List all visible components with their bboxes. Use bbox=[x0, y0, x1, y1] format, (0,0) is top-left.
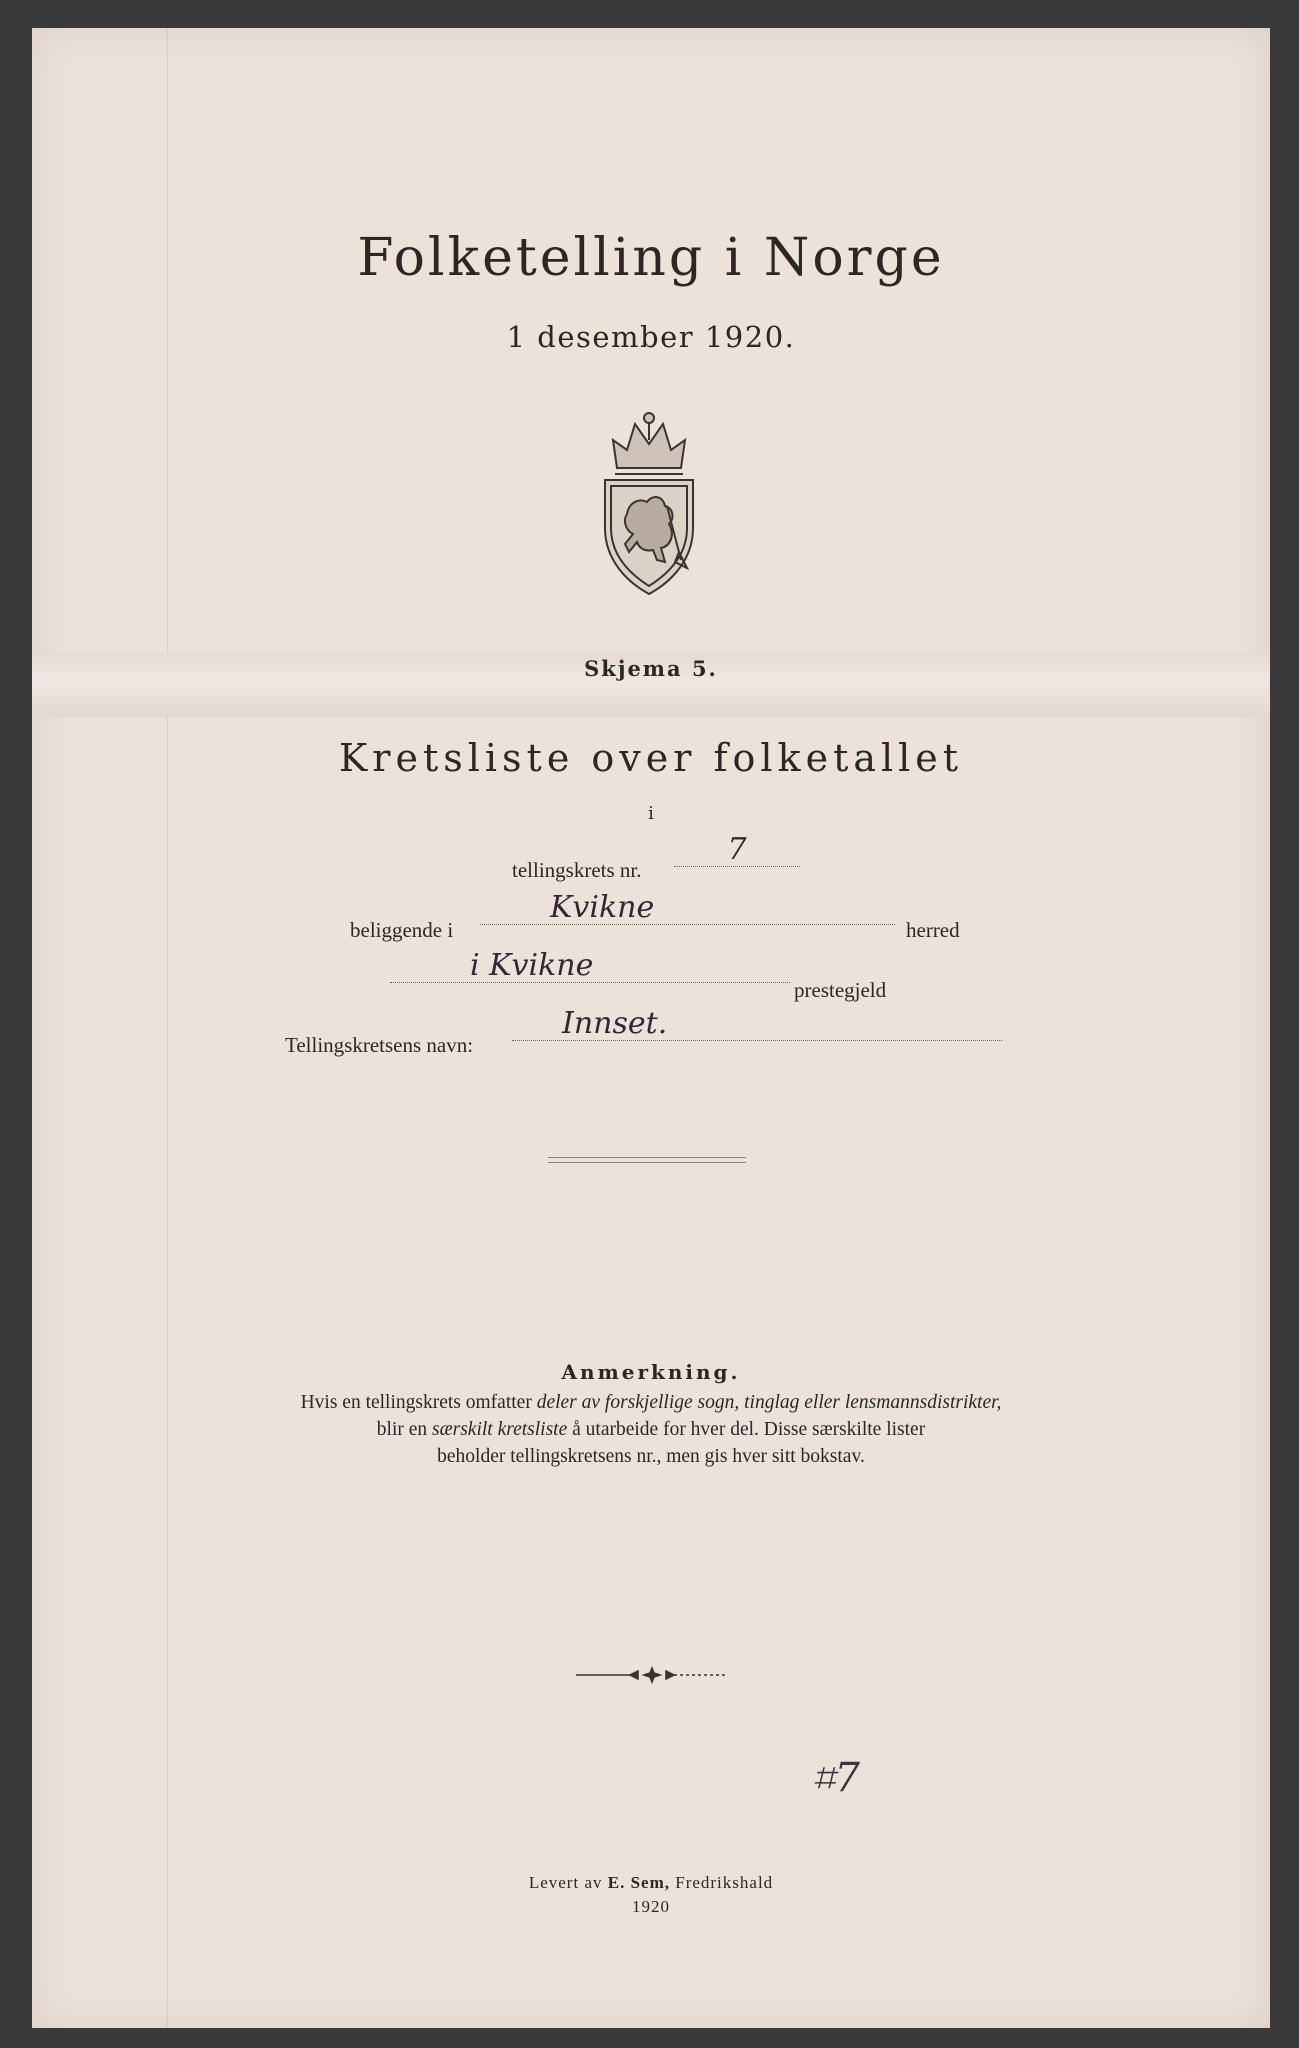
note-line-3: beholder tellingskretsens nr., men gis hver sitt bokstav. bbox=[437, 1446, 865, 1467]
tellingskrets-label: tellingskrets nr. bbox=[512, 858, 642, 882]
form-heading: Kretsliste over folketallet bbox=[338, 736, 964, 780]
norwegian-coat-of-arms-icon bbox=[595, 410, 703, 600]
handwritten-mark: ⌗7 bbox=[812, 1755, 860, 1801]
note-line-2: blir en særskilt kretsliste å utarbeide for hver del. Disse særskilte lister bbox=[376, 1419, 926, 1440]
schema-number: Skjema 5. bbox=[584, 656, 718, 681]
prestegjeld-field[interactable]: i Kvikne bbox=[390, 950, 790, 983]
prestegjeld-label: prestegjeld bbox=[794, 978, 887, 1002]
printer-footer bbox=[32, 1871, 1270, 1919]
census-form-page bbox=[32, 28, 1270, 2028]
census-date: 1 desember 1920. bbox=[506, 320, 796, 354]
page-title: Folketelling i Norge bbox=[357, 228, 945, 288]
herred-label: herred bbox=[906, 918, 960, 942]
preposition-i: i bbox=[648, 803, 654, 824]
note-text bbox=[232, 1389, 1070, 1470]
beliggende-label: beliggende i bbox=[350, 918, 454, 942]
krets-navn-field[interactable]: Innset. bbox=[512, 1008, 1002, 1041]
ornament-divider-icon bbox=[572, 1665, 732, 1685]
herred-field[interactable]: Kvikne bbox=[480, 892, 895, 925]
note-line-1: Hvis en tellingskrets omfatter deler av forskjellige sogn, tinglag eller lensmannsdistrikter, bbox=[300, 1392, 1002, 1413]
divider-rule bbox=[548, 1157, 746, 1163]
note-title: Anmerkning. bbox=[561, 1360, 741, 1384]
tellingskrets-field[interactable]: 7 bbox=[674, 834, 800, 867]
footer-line-1: Levert av E. Sem, Fredrikshald bbox=[528, 1873, 774, 1892]
krets-navn-label: Tellingskretsens navn: bbox=[285, 1033, 474, 1057]
footer-year: 1920 bbox=[632, 1897, 670, 1916]
